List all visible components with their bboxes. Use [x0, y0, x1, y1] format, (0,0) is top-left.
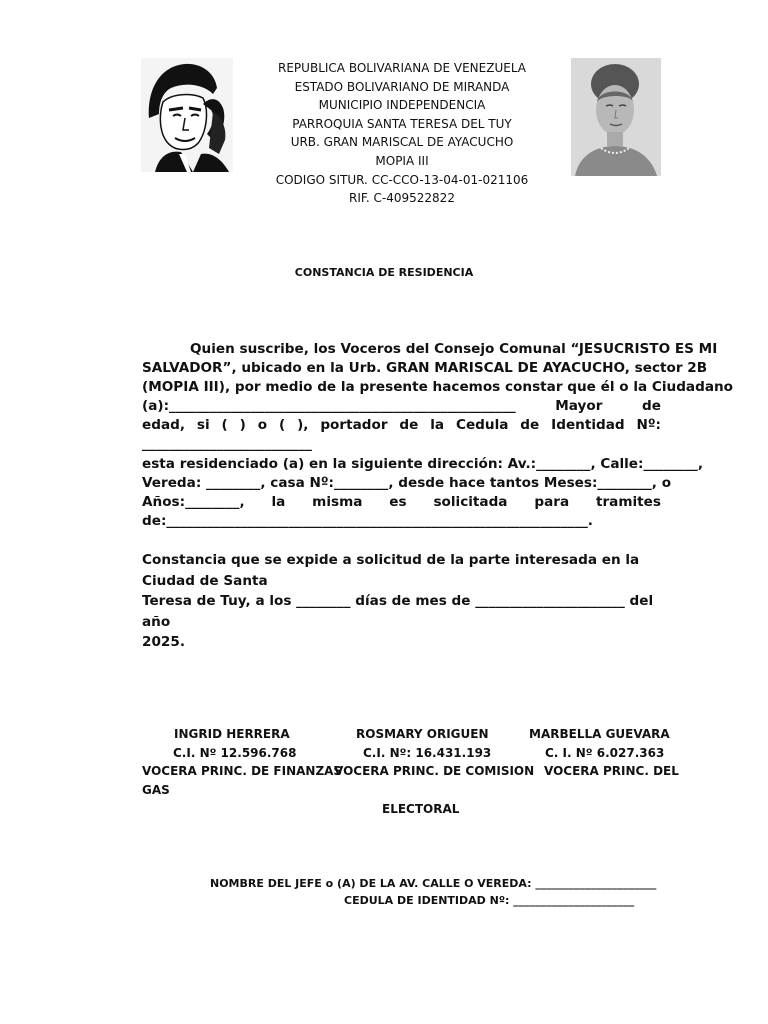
closing-line: 2025.: [142, 634, 185, 650]
signatory-1: [142, 725, 342, 800]
document-title: CONSTANCIA DE RESIDENCIA: [294, 266, 474, 279]
signatory-name: ROSMARY ORIGUEN: [356, 727, 489, 741]
body-line: (a):___________________________________________________ Mayor de: [142, 398, 661, 414]
signatory-ci: C.I. Nº 12.596.768: [173, 745, 297, 760]
closing-line: Teresa de Tuy, a los ________ días de mes de ______________________ del año: [142, 593, 654, 630]
body-line: Vereda: ________, casa Nº:________, desde hace tantos Meses:________, o: [142, 475, 672, 491]
body-line: esta residenciado (a) en la siguiente dirección: Av.:________, Calle:________,: [142, 456, 704, 472]
signatory-role-continued: GAS: [142, 783, 170, 798]
header-line: MUNICIPIO INDEPENDENCIA: [318, 98, 486, 113]
body-line: Quien suscribe, los Voceros del Consejo Comunal “JESUCRISTO ES MI: [190, 341, 718, 357]
footer-id-line: CEDULA DE IDENTIDAD Nº: ______________________: [344, 894, 635, 907]
institution-header: [200, 59, 604, 208]
header-line: CODIGO SITUR. CC-CCO-13-04-01-021106: [275, 172, 529, 187]
body-line: de:______________________________________________________________.: [142, 513, 593, 529]
signatory-2: [334, 725, 534, 781]
header-line: URB. GRAN MARISCAL DE AYACUCHO: [290, 135, 514, 150]
signatory-3: [529, 725, 679, 781]
signatory-role: VOCERA PRINC. DE FINANZAS: [142, 764, 343, 779]
header-line: RIF. C-409522822: [349, 191, 455, 206]
closing-line: Constancia que se expide a solicitud de la parte interesada en la Ciudad de Santa: [142, 552, 640, 589]
closing-paragraph: [142, 550, 661, 653]
body-line: Años:________, la misma es solicitada para tramites: [142, 494, 661, 510]
header-line: PARROQUIA SANTA TERESA DEL TUY: [292, 116, 512, 131]
body-paragraph-1: [142, 340, 734, 454]
body-line: (MOPIA III), por medio de la presente hacemos constar que él o la Ciudadano: [142, 379, 734, 395]
signatory-ci: C.I. Nº: 16.431.193: [363, 745, 492, 760]
body-line: edad, si ( ) o ( ), portador de la Cedula de Identidad Nº:: [142, 417, 661, 433]
signatory-ci: C. I. Nº 6.027.363: [545, 745, 665, 760]
signatory-role-continued: ELECTORAL: [382, 802, 460, 816]
footer-head-name-line: NOMBRE DEL JEFE o (A) DE LA AV. CALLE O VEREDA: ______________________: [210, 877, 657, 890]
header-line: REPUBLICA BOLIVARIANA DE VENEZUELA: [278, 61, 526, 75]
signatory-name: INGRID HERRERA: [174, 727, 290, 741]
body-line: SALVADOR”, ubicado en la Urb. GRAN MARISCAL DE AYACUCHO, sector 2B: [142, 360, 708, 376]
body-paragraph-2: [142, 455, 704, 531]
signatory-role: VOCERA PRINC. DE COMISION: [334, 764, 535, 779]
signatory-role: VOCERA PRINC. DEL: [544, 764, 679, 779]
header-line: MOPIA III: [375, 153, 429, 168]
header-line: ESTADO BOLIVARIANO DE MIRANDA: [294, 79, 510, 94]
signatory-name: MARBELLA GUEVARA: [529, 727, 670, 741]
body-line: _________________________: [142, 436, 312, 452]
electoral-continuation: [382, 800, 459, 819]
